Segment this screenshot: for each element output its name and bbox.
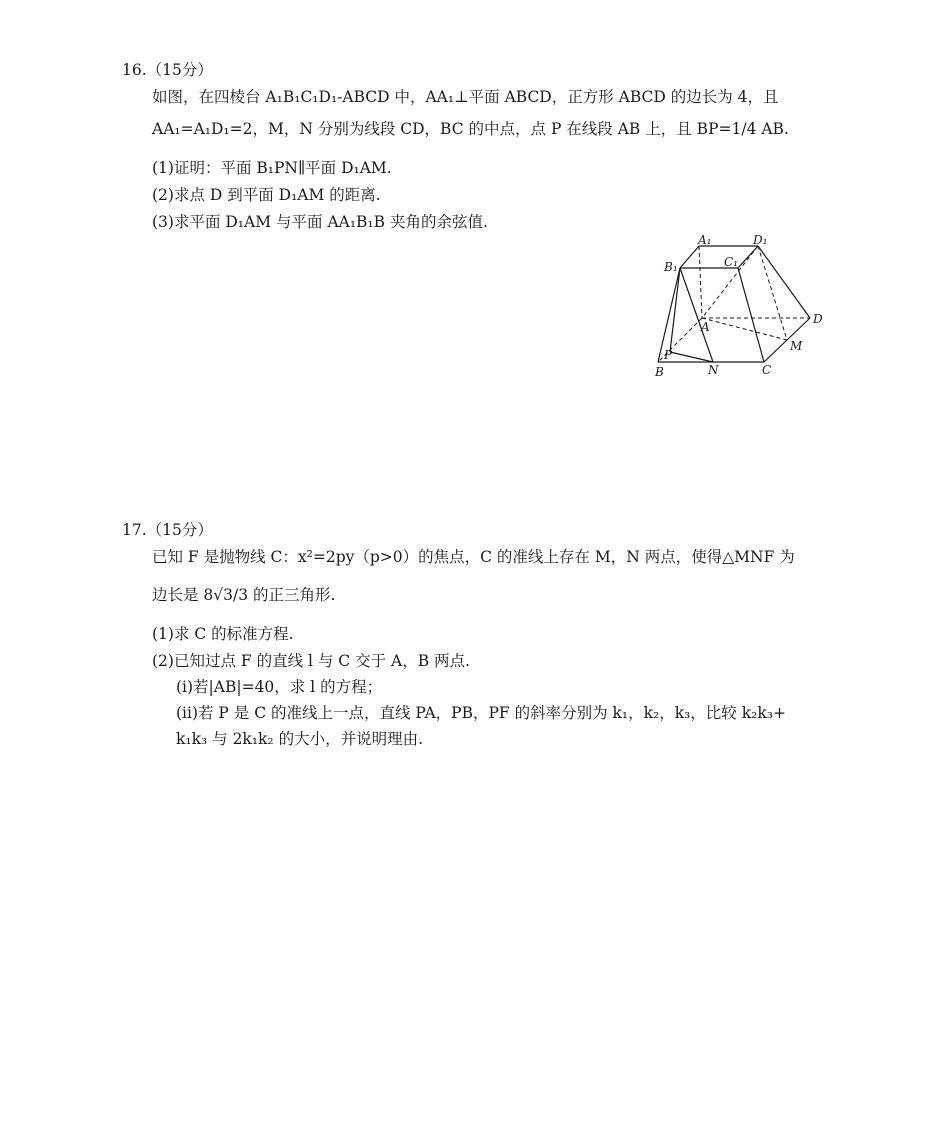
label-a1: A₁	[698, 233, 712, 247]
q16-stem-line2-text: AA₁=A₁D₁=2，M，N 分别为线段 CD，BC 的中点，点 P 在线段 AB 上，且 BP=1/4 AB.	[152, 120, 789, 138]
q16-stem-line2	[152, 117, 789, 139]
edge-d1d	[758, 246, 810, 318]
label-d1: D₁	[753, 233, 768, 247]
label-d: D	[813, 312, 823, 326]
edge-a1a-hidden	[699, 246, 702, 318]
label-m: M	[790, 339, 803, 353]
label-c1: C₁	[724, 255, 738, 269]
label-n: N	[708, 363, 719, 377]
edge-b1p	[670, 268, 680, 352]
q17-header: 17.（15分）	[122, 521, 213, 539]
q16-frustum-figure	[640, 228, 840, 388]
label-p: P	[664, 348, 673, 362]
q17-stem-line2: 边长是 8√3/3 的正三角形.	[152, 586, 336, 604]
q16-part2: (2)求点 D 到平面 D₁AM 的距离.	[152, 186, 381, 204]
q16-part3: (3)求平面 D₁AM 与平面 AA₁B₁B 夹角的余弦值.	[152, 213, 488, 231]
edge-c1d1	[738, 246, 758, 268]
label-b1: B₁	[664, 260, 678, 274]
edge-d1m-hidden	[758, 246, 787, 340]
q16-header: 16.（15分）	[122, 61, 213, 79]
q17-part1: (1)求 C 的标准方程.	[152, 625, 294, 643]
edge-a1b1	[680, 246, 699, 268]
edge-am-hidden	[702, 318, 787, 340]
q16-part1: (1)证明：平面 B₁PN∥平面 D₁AM.	[152, 159, 392, 177]
edge-c1c	[738, 268, 764, 362]
edge-pn	[670, 352, 713, 362]
q16-stem-line1-text: 如图，在四棱台 A₁B₁C₁D₁-ABCD 中，AA₁⊥平面 ABCD，正方形 ABCD 的边长为 4，且	[152, 88, 779, 106]
label-a: A	[701, 320, 710, 334]
q17-stem-line1: 已知 F 是抛物线 C：x²=2py（p>0）的焦点，C 的准线上存在 M，N 两点，使得△MNF 为	[152, 548, 795, 566]
q17-part2-ii-line1: (ⅱ)若 P 是 C 的准线上一点，直线 PA，PB，PF 的斜率分别为 k₁，k₂，k₃，比较 k₂k₃+	[176, 704, 786, 722]
q17-part2-i: (ⅰ)若|AB|=40，求 l 的方程；	[176, 678, 383, 696]
edge-b1n	[680, 268, 713, 362]
label-b: B	[655, 365, 664, 379]
q16-stem-line1	[152, 85, 779, 107]
q17-part2: (2)已知过点 F 的直线 l 与 C 交于 A，B 两点.	[152, 652, 470, 670]
q17-part2-ii-line2: k₁k₃ 与 2k₁k₂ 的大小，并说明理由.	[176, 730, 423, 748]
label-c: C	[762, 363, 772, 377]
